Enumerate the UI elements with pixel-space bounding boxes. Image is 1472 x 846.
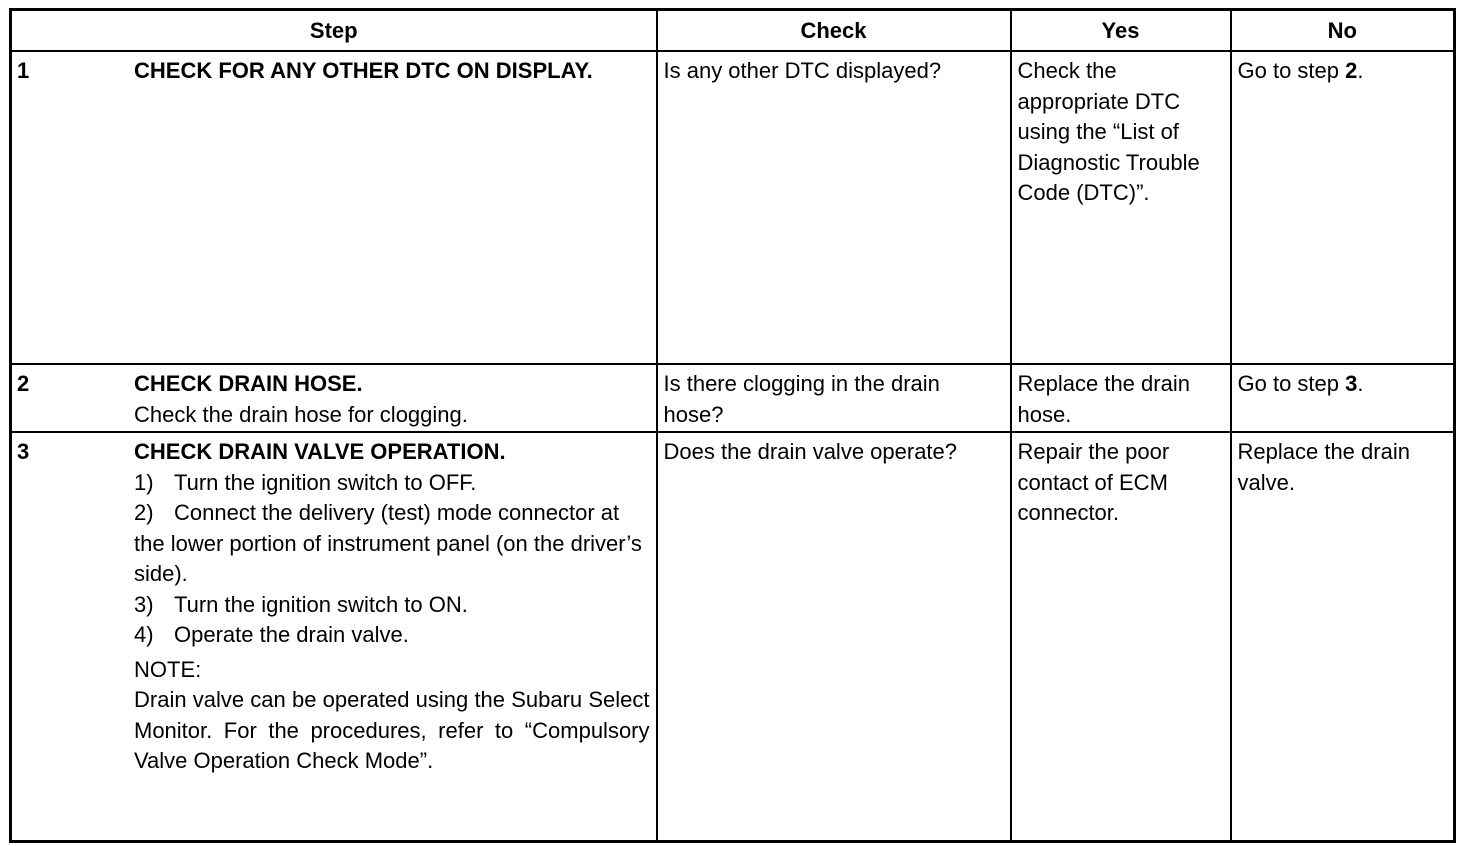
table-row (11, 432, 1455, 842)
no-text (1238, 53, 1448, 87)
header-check: Check (657, 10, 1011, 52)
check-text: Is there clogging in the drain hose? (663, 371, 940, 427)
no-text: Replace the drain valve. (1237, 439, 1410, 495)
table-row (11, 364, 1455, 432)
note-label: NOTE: (134, 656, 202, 682)
diagnostic-table (9, 8, 1456, 843)
check-cell (657, 364, 1011, 432)
procedure-step (134, 620, 650, 651)
no-prefix: Go to step (1237, 58, 1346, 83)
procedure-step-text: Turn the ignition switch to ON. (174, 591, 468, 617)
no-cell (1231, 51, 1455, 364)
no-cell (1231, 364, 1455, 432)
check-cell (657, 51, 1011, 364)
header-step: Step (11, 10, 657, 52)
table-row (11, 51, 1455, 364)
step-body (134, 433, 650, 777)
procedure-step-number: 1) (134, 469, 154, 495)
yes-cell (1011, 432, 1231, 842)
step-title: CHECK DRAIN HOSE. (134, 371, 363, 396)
note-text: Drain valve can be operated using the Subaru Select Monitor. For the procedures, refer to “Compulsory Valve Operation Check Mode”. (134, 687, 650, 773)
check-cell (657, 432, 1011, 842)
no-step-ref: 3 (1345, 371, 1358, 396)
yes-text: Check the appropriate DTC using the “List of Diagnostic Trouble Code (DTC)”. (1017, 58, 1200, 205)
step-cell (11, 51, 657, 364)
procedure-step (134, 498, 650, 590)
procedure-step-number: 3) (134, 591, 154, 617)
step-body (134, 365, 650, 430)
step-body (134, 52, 650, 87)
step-number: 3 (17, 439, 30, 464)
procedure-step (134, 590, 650, 621)
yes-cell (1011, 51, 1231, 364)
procedure-step-number: 4) (134, 622, 154, 647)
check-text: Does the drain valve operate? (663, 439, 958, 464)
step-cell (11, 364, 657, 432)
procedure-step-number: 2) (134, 500, 154, 525)
no-suffix: . (1357, 58, 1364, 83)
no-step-ref: 2 (1345, 58, 1358, 83)
yes-text: Repair the poor contact of ECM connector. (1017, 439, 1170, 525)
step-detail: Check the drain hose for clogging. (134, 401, 468, 427)
procedure-step-text: Turn the ignition switch to OFF. (174, 469, 477, 495)
table-header-row (11, 10, 1455, 52)
yes-text: Replace the drain hose. (1017, 371, 1190, 427)
no-cell (1231, 432, 1455, 842)
yes-cell (1011, 364, 1231, 432)
step-number: 2 (17, 371, 30, 396)
check-text: Is any other DTC displayed? (663, 58, 942, 83)
procedure-step (134, 468, 650, 499)
procedure-step-text: Operate the drain valve. (174, 622, 409, 647)
no-prefix: Go to step (1237, 371, 1346, 396)
header-no: No (1231, 10, 1455, 52)
step-title: CHECK FOR ANY OTHER DTC ON DISPLAY. (134, 58, 593, 83)
no-text (1238, 366, 1448, 400)
header-yes: Yes (1011, 10, 1231, 52)
procedure-step-text: Connect the delivery (test) mode connector at the lower portion of instrument panel (on the driver’s side). (134, 500, 642, 586)
no-suffix: . (1357, 371, 1364, 396)
step-number: 1 (17, 58, 30, 83)
step-cell (11, 432, 657, 842)
step-title: CHECK DRAIN VALVE OPERATION. (134, 439, 506, 464)
